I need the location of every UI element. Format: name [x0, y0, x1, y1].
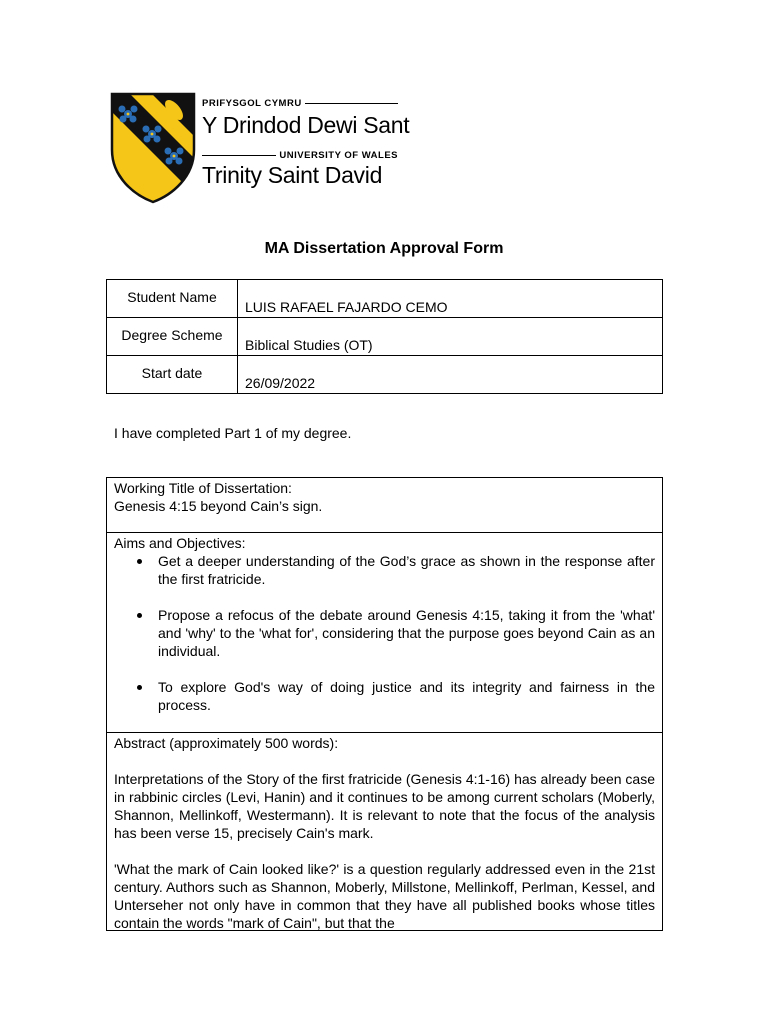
abstract-paragraph: 'What the mark of Cain looked like?' is a question regularly addressed even in the 21st century. Authors such as Shannon, Moberly, Millstone, Mellinkoff, Perlman, Kessel, and Unterseher not only have in common that they have all published books whose titles contain the words "mark of Cain", but that the: [114, 861, 655, 931]
table-row: [107, 280, 663, 318]
university-logo: [110, 92, 410, 207]
aims-section: [107, 533, 662, 733]
dissertation-details-box: [106, 477, 663, 931]
student-info-table: [106, 279, 663, 394]
table-row: [107, 356, 663, 394]
degree-scheme-label: Degree Scheme: [107, 318, 238, 356]
form-title: MA Dissertation Approval Form: [264, 240, 504, 257]
logo-line-prifysgol: PRIFYSGOL CYMRU: [202, 98, 302, 109]
abstract-section: [107, 733, 662, 931]
start-date-value: 26/09/2022: [238, 356, 663, 394]
aims-label: Aims and Objectives:: [114, 535, 246, 551]
abstract-paragraph: Interpretations of the Story of the first fratricide (Genesis 4:1-16) has already been case in rabbinic circles (Levi, Hanin) and it continues to be among current scholars (Moberly, Shannon, Mellinkoff, Westermann). It is relevant to note that the focus of the analysis has been verse 15, precisely Cain's mark.: [114, 771, 655, 841]
student-name-value: LUIS RAFAEL FAJARDO CEMO: [238, 280, 663, 318]
list-item: Propose a refocus of the debate around Genesis 4:15, taking it from the 'what' and 'why' to the 'what for', considering that the purpose goes beyond Cain as an individual.: [158, 607, 655, 659]
student-name-label: Student Name: [107, 280, 238, 318]
logo-line-welsh-name: Y Drindod Dewi Sant: [202, 112, 410, 138]
logo-line-university: UNIVERSITY OF WALES: [279, 150, 398, 161]
list-item: Get a deeper understanding of the God’s grace as shown in the response after the first fratricide.: [158, 553, 655, 587]
table-row: [107, 318, 663, 356]
working-title-section: [107, 478, 662, 533]
start-date-label: Start date: [107, 356, 238, 394]
working-title-value: Genesis 4:15 beyond Cain’s sign.: [114, 498, 323, 514]
working-title-label: Working Title of Dissertation:: [114, 480, 292, 496]
abstract-label: Abstract (approximately 500 words):: [114, 735, 339, 751]
university-crest-icon: [110, 92, 196, 204]
degree-scheme-value: Biblical Studies (OT): [238, 318, 663, 356]
completion-statement: I have completed Part 1 of my degree.: [114, 425, 352, 441]
list-item: To explore God's way of doing justice and its integrity and fairness in the process.: [158, 679, 655, 713]
logo-line-english-name: Trinity Saint David: [202, 162, 383, 188]
aims-list: [114, 552, 655, 714]
